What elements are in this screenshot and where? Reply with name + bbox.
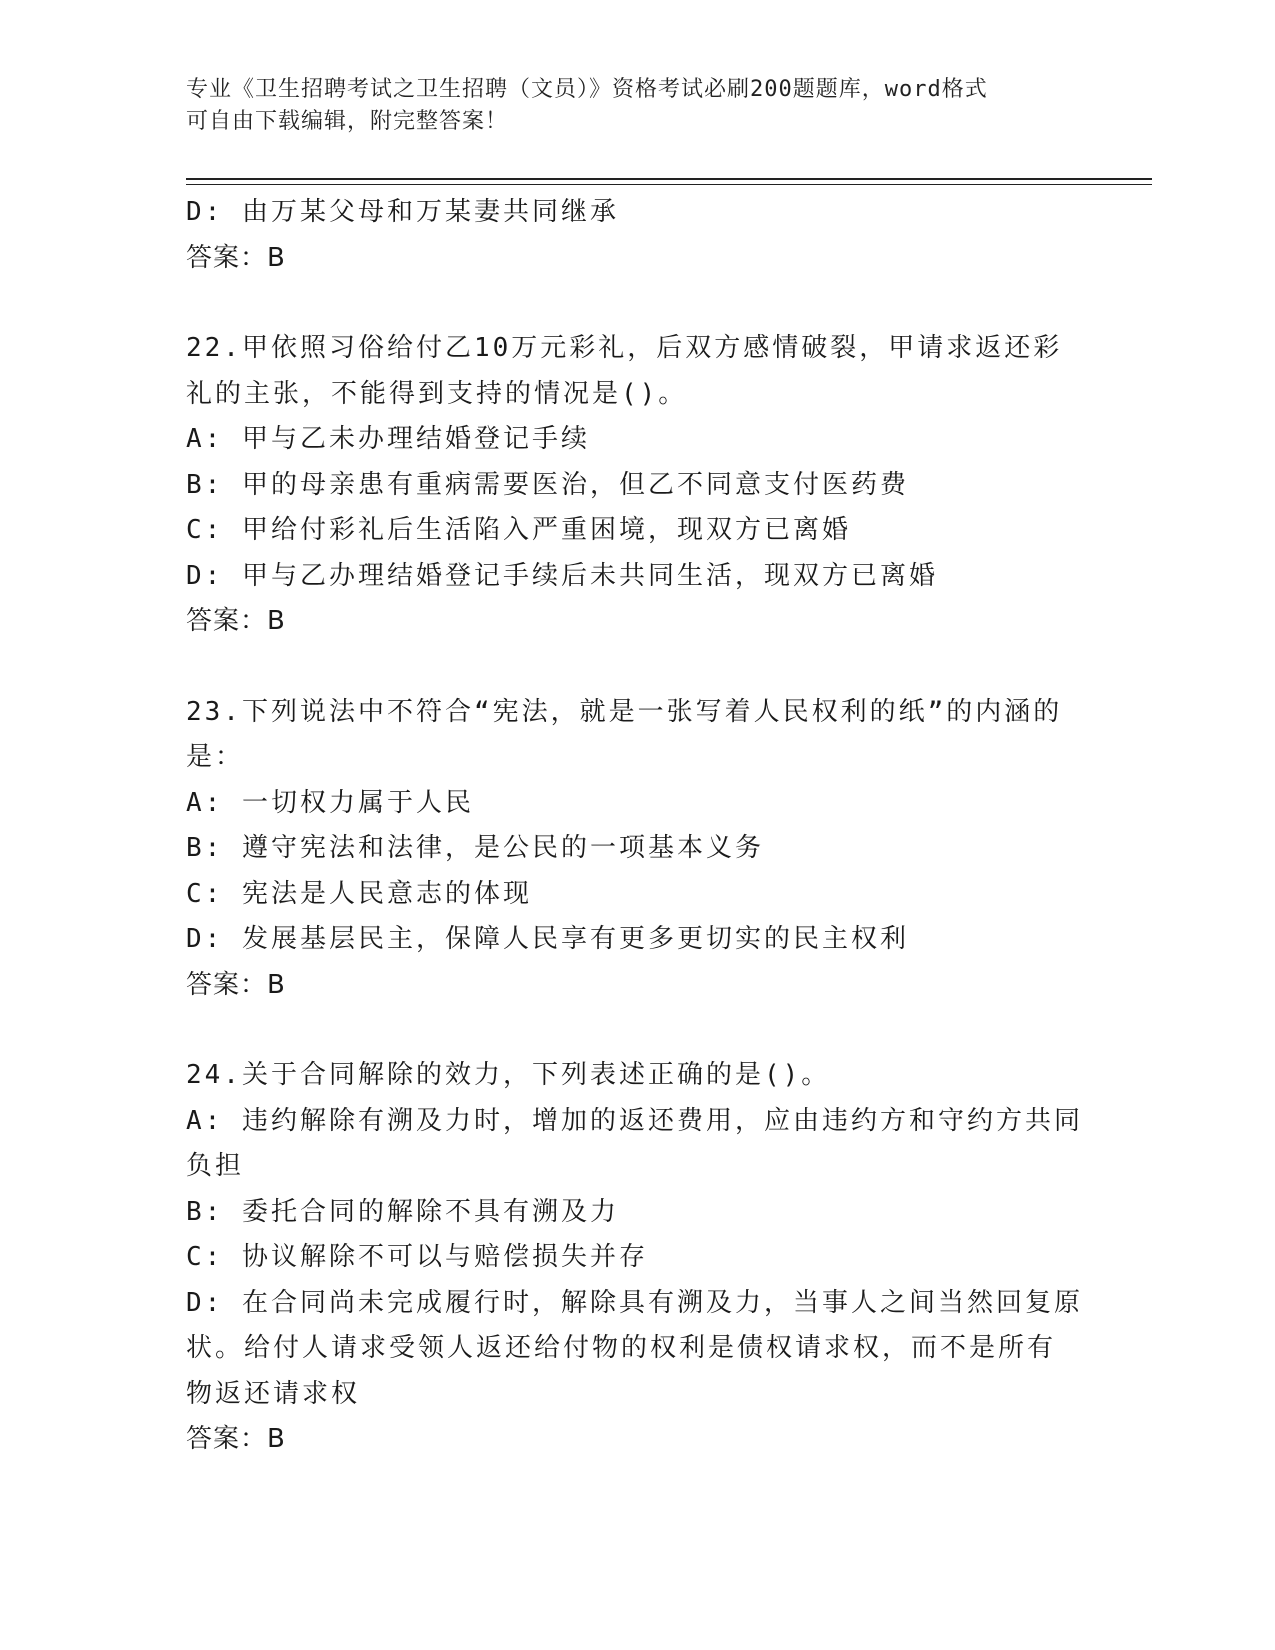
answer-line: 答案：B bbox=[186, 969, 286, 1000]
question-stem-line: 22.甲依照习俗给付乙10万元彩礼，后双方感情破裂，甲请求返还彩 bbox=[186, 333, 1063, 363]
option-b: B: 遵守宪法和法律，是公民的一项基本义务 bbox=[186, 833, 764, 863]
option-a: A: 违约解除有溯及力时，增加的返还费用，应由违约方和守约方共同 bbox=[186, 1105, 1083, 1136]
answer-line: 答案：B bbox=[186, 242, 286, 273]
option-a: A: 甲与乙未办理结婚登记手续 bbox=[186, 424, 590, 454]
question-stem-line: 礼的主张，不能得到支持的情况是()。 bbox=[186, 378, 688, 409]
option-b: B: 甲的母亲患有重病需要医治，但乙不同意支付医药费 bbox=[186, 469, 909, 500]
option-d: D: 甲与乙办理结婚登记手续后未共同生活，现双方已离婚 bbox=[186, 560, 938, 591]
question-stem-line: 24.关于合同解除的效力，下列表述正确的是()。 bbox=[186, 1060, 831, 1090]
option-a: A: 一切权力属于人民 bbox=[186, 787, 474, 818]
option-d: D: 在合同尚未完成履行时，解除具有溯及力，当事人之间当然回复原 bbox=[186, 1287, 1083, 1318]
option-c: C: 协议解除不可以与赔偿损失并存 bbox=[186, 1242, 648, 1272]
option-d-continued: 状。给付人请求受领人返还给付物的权利是债权请求权，而不是所有 bbox=[186, 1333, 1057, 1363]
header-title-line-2: 可自由下载编辑，附完整答案！ bbox=[186, 109, 509, 134]
option-c: C: 甲给付彩礼后生活陷入严重困境，现双方已离婚 bbox=[186, 515, 851, 545]
question-stem-line: 23.下列说法中不符合“宪法，就是一张写着人民权利的纸”的内涵的 bbox=[186, 696, 1063, 727]
question-block-21 bbox=[186, 190, 1076, 281]
option-d: D: 发展基层民主，保障人民享有更多更切实的民主权利 bbox=[186, 924, 909, 954]
page-header bbox=[186, 74, 1066, 138]
question-block-23 bbox=[186, 690, 1076, 1009]
question-block-22 bbox=[186, 326, 1076, 645]
option-d-continued: 物返还请求权 bbox=[186, 1378, 361, 1409]
answer-line: 答案：B bbox=[186, 1424, 286, 1454]
answer-line: 答案：B bbox=[186, 606, 286, 636]
option-c: C: 宪法是人民意志的体现 bbox=[186, 878, 532, 909]
question-stem-line: 是： bbox=[186, 742, 245, 772]
option-a-continued: 负担 bbox=[186, 1151, 245, 1181]
question-list bbox=[186, 190, 1083, 1508]
header-title-line-1: 专业《卫生招聘考试之卫生招聘（文员）》资格考试必刷200题题库，word格式 bbox=[186, 77, 988, 102]
header-rule-top bbox=[186, 178, 1152, 180]
option-d: D: 由万某父母和万某妻共同继承 bbox=[186, 197, 619, 227]
question-block-24 bbox=[186, 1053, 1083, 1463]
header-rule-bottom bbox=[186, 184, 1152, 185]
option-b: B: 委托合同的解除不具有溯及力 bbox=[186, 1196, 619, 1227]
